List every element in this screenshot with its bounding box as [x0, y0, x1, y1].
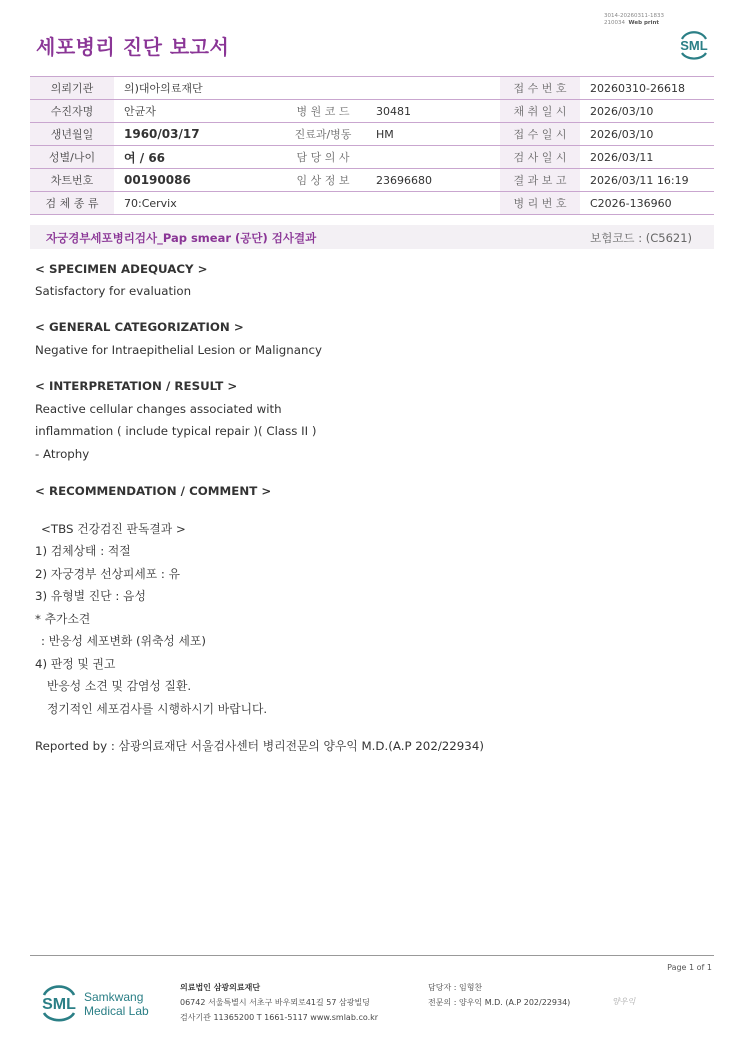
- reported-by: Reported by : 삼광의료재단 서울검사센터 병리전문의 양우익 M.D.(A.P 202/22934): [35, 739, 484, 753]
- interpretation-line: - Atrophy: [35, 447, 90, 461]
- org-address: 06742 서울특별시 서초구 바우뫼로41길 57 삼광빌딩: [180, 998, 370, 1007]
- tbs-line: 2) 자궁경부 선상피세포 : 유: [35, 567, 181, 581]
- adequacy-text: Satisfactory for evaluation: [35, 284, 192, 298]
- label-collection-date: 채 취 일 시: [500, 100, 580, 123]
- label-pathology-no: 병 리 번 호: [500, 192, 580, 215]
- value-clinical-info: 23696680: [366, 169, 500, 192]
- value-pathology-no: C2026-136960: [580, 192, 714, 215]
- value-hospital-code: 30481: [366, 100, 500, 123]
- insurance-code: 보험코드 : (C5621): [590, 231, 692, 245]
- label-clinical-info: 임 상 정 보: [280, 169, 366, 192]
- table-row: [30, 169, 714, 192]
- page-number: Page 1 of 1: [667, 963, 712, 972]
- label-exam-date: 검 사 일 시: [500, 146, 580, 169]
- tbs-line: 1) 검체상태 : 적절: [35, 544, 131, 558]
- value-department: HM: [366, 123, 500, 146]
- label-requesting-org: 의뢰기관: [30, 77, 114, 100]
- footer-brand: [84, 990, 149, 1018]
- print-mode: 210034 Web print: [604, 20, 660, 26]
- value-exam-date: 2026/03/11: [580, 146, 714, 169]
- tbs-line: 반응성 소견 및 감염성 질환.: [47, 679, 192, 693]
- exam-name: 자궁경부세포병리검사_Pap smear (공단) 검사결과: [46, 231, 317, 245]
- interpretation-line: Reactive cellular changes associated with: [35, 402, 282, 416]
- signature: 양우익: [612, 997, 636, 1006]
- table-row: [30, 192, 714, 215]
- value-doctor: [366, 146, 500, 169]
- tbs-line: 3) 유형별 진단 : 음성: [35, 589, 146, 603]
- label-receipt-no: 접 수 번 호: [500, 77, 580, 100]
- label-doctor: 담 당 의 사: [280, 146, 366, 169]
- value-collection-date: 2026/03/10: [580, 100, 714, 123]
- value-sex-age: 여 / 66: [114, 146, 280, 169]
- section-heading-adequacy: < SPECIMEN ADEQUACY >: [35, 262, 208, 276]
- tbs-line: * 추가소견: [35, 612, 91, 626]
- page-title: 세포병리 진단 보고서: [36, 35, 230, 59]
- table-row: [30, 123, 714, 146]
- footer-organization: [180, 980, 378, 1025]
- org-contact: 검사기관 11365200 T 1661-5117 www.smlab.co.kr: [180, 1013, 379, 1022]
- label-specimen-type: 검 체 종 류: [30, 192, 114, 215]
- label-hospital-code: 병 원 코 드: [280, 100, 366, 123]
- value-specimen-type: 70:Cervix: [114, 192, 500, 215]
- label-result-report: 결 과 보 고: [500, 169, 580, 192]
- brand-line-1: Samkwang: [84, 990, 144, 1004]
- print-id: 3014-20260311-1833: [604, 13, 664, 19]
- svg-text:SML: SML: [42, 996, 76, 1013]
- tbs-line: 정기적인 세포검사를 시행하시기 바랍니다.: [47, 702, 268, 716]
- table-row: [30, 100, 714, 123]
- tbs-line: 4) 판정 및 권고: [35, 657, 116, 671]
- patient-info-table: [30, 76, 714, 215]
- general-text: Negative for Intraepithelial Lesion or Malignancy: [35, 343, 322, 357]
- value-receipt-date: 2026/03/10: [580, 123, 714, 146]
- label-department: 진료과/병동: [280, 123, 366, 146]
- org-name: 의료법인 삼광의료재단: [180, 983, 261, 992]
- value-requesting-org: 의)대아의료재단: [114, 77, 500, 100]
- label-sex-age: 성별/나이: [30, 146, 114, 169]
- print-meta: [604, 13, 664, 27]
- svg-text:SML: SML: [680, 38, 708, 53]
- tbs-line: : 반응성 세포변화 (위축성 세포): [41, 634, 206, 648]
- label-receipt-date: 접 수 일 시: [500, 123, 580, 146]
- manager: 담당자 : 임형찬: [428, 983, 483, 992]
- sml-logo-icon: [676, 27, 712, 61]
- exam-header-bar: [30, 225, 714, 249]
- label-patient-name: 수진자명: [30, 100, 114, 123]
- section-heading-recommendation: < RECOMMENDATION / COMMENT >: [35, 484, 272, 498]
- table-row: [30, 146, 714, 169]
- brand-line-2: Medical Lab: [84, 1004, 149, 1018]
- footer-staff: [428, 980, 570, 1010]
- tbs-heading: <TBS 건강검진 판독결과 >: [41, 522, 186, 536]
- specialist: 전문의 : 양우익 M.D. (A.P 202/22934): [428, 998, 571, 1007]
- label-birth-date: 생년월일: [30, 123, 114, 146]
- value-receipt-no: 20260310-26618: [580, 77, 714, 100]
- section-heading-general: < GENERAL CATEGORIZATION >: [35, 320, 244, 334]
- table-row: [30, 77, 714, 100]
- value-chart-no: 00190086: [114, 169, 280, 192]
- sml-footer-logo-icon: [37, 981, 81, 1023]
- value-patient-name: 안균자: [114, 100, 280, 123]
- value-result-report: 2026/03/11 16:19: [580, 169, 714, 192]
- value-birth-date: 1960/03/17: [114, 123, 280, 146]
- section-heading-interpretation: < INTERPRETATION / RESULT >: [35, 379, 238, 393]
- label-chart-no: 차트번호: [30, 169, 114, 192]
- interpretation-line: inflammation ( include typical repair )( Class II ): [35, 424, 317, 438]
- footer-divider: [30, 955, 714, 956]
